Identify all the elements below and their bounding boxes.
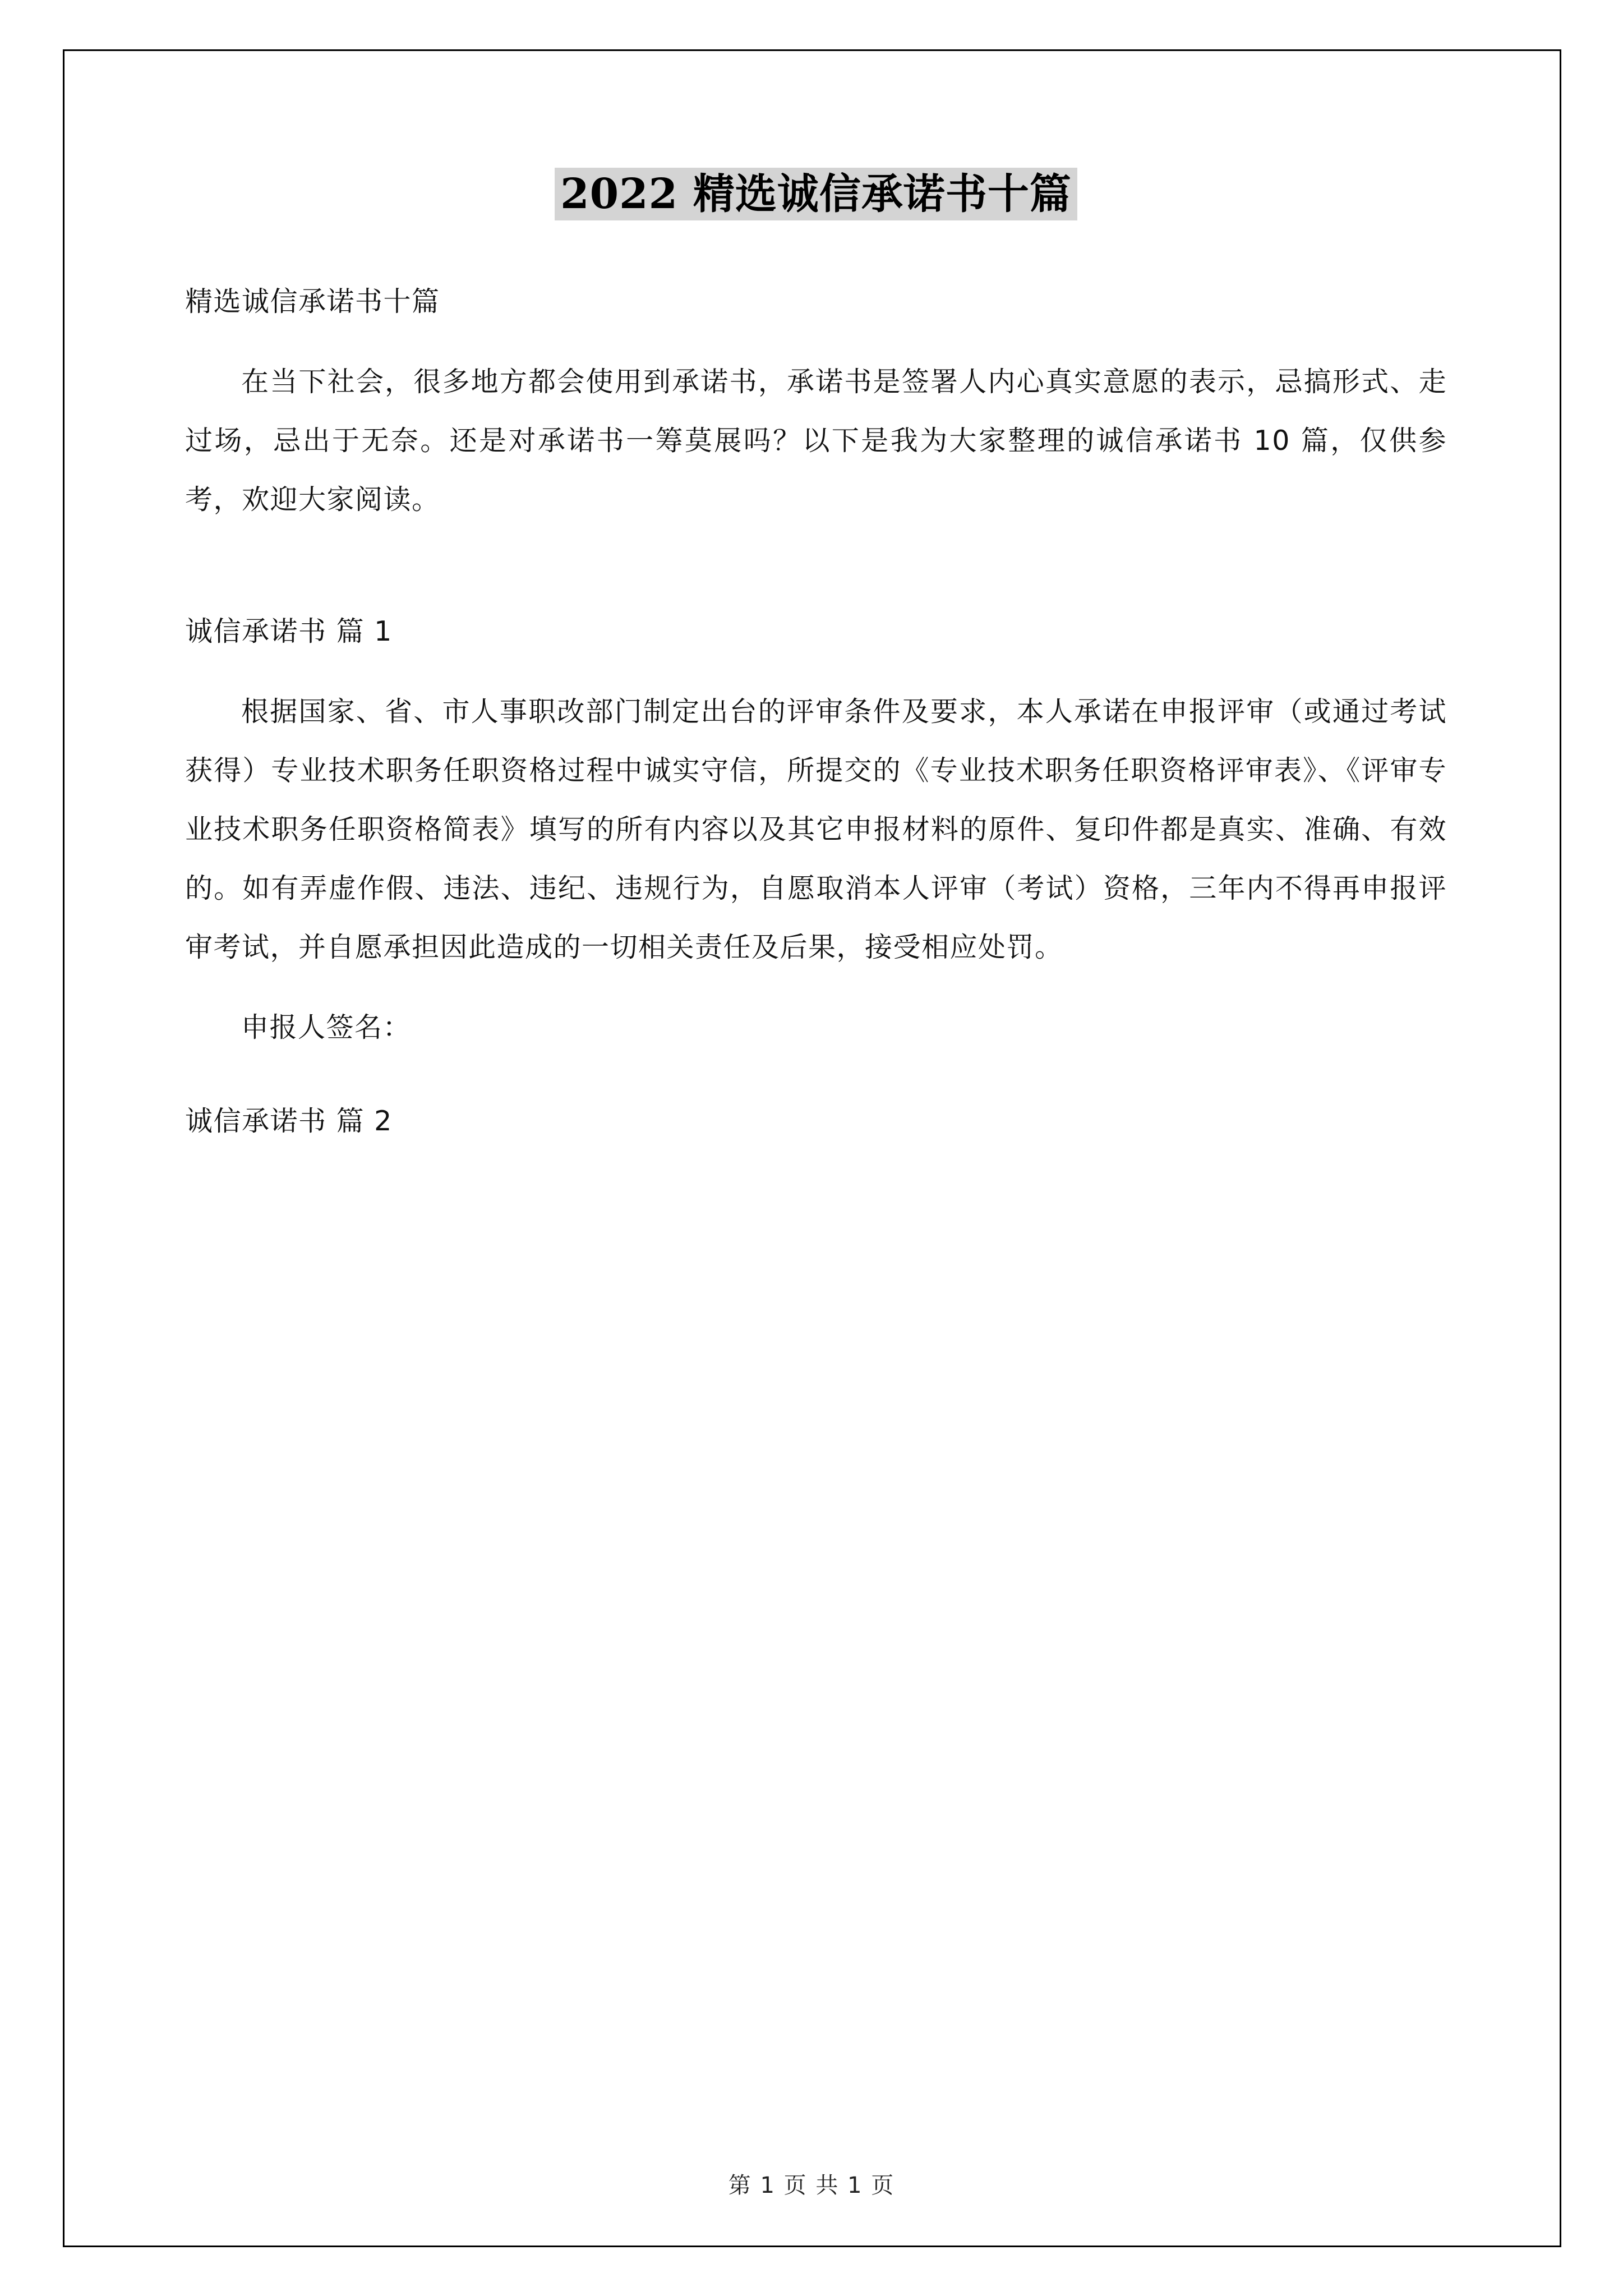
spacer	[185, 331, 1447, 352]
document-content	[185, 168, 1447, 1151]
page-title	[185, 168, 1447, 220]
document-subtitle: 精选诚信承诺书十篇	[185, 285, 440, 318]
spacer	[185, 1057, 1447, 1092]
spacer	[185, 977, 1447, 998]
page-footer: 第 1 页 共 1 页	[728, 2173, 895, 2198]
section-2-heading: 诚信承诺书 篇 2	[185, 1105, 393, 1137]
section-1-heading: 诚信承诺书 篇 1	[185, 615, 393, 647]
page-title-text: 2022 精选诚信承诺书十篇	[555, 168, 1077, 220]
intro-paragraph: 在当下社会，很多地方都会使用到承诺书，承诺书是签署人内心真实意愿的表示，忌搞形式、走过场，忌出于无奈。还是对承诺书一筹莫展吗？以下是我为大家整理的诚信承诺书 10 篇，仅供参考，欢迎大家阅读。	[185, 365, 1447, 516]
signature-line: 申报人签名：	[241, 1011, 412, 1043]
spacer	[185, 529, 1447, 602]
section-1-body: 根据国家、省、市人事职改部门制定出台的评审条件及要求，本人承诺在申报评审（或通过考试获得）专业技术职务任职资格过程中诚实守信，所提交的《专业技术职务任职资格评审表》、《评审专业技术职务任职资格简表》填写的所有内容以及其它申报材料的原件、复印件都是真实、准确、有效的。如有弄虚作假、违法、违纪、违规行为，自愿取消本人评审（考试）资格，三年内不得再申报评审考试，并自愿承担因此造成的一切相关责任及后果，接受相应处罚。	[185, 695, 1447, 963]
spacer	[185, 661, 1447, 682]
